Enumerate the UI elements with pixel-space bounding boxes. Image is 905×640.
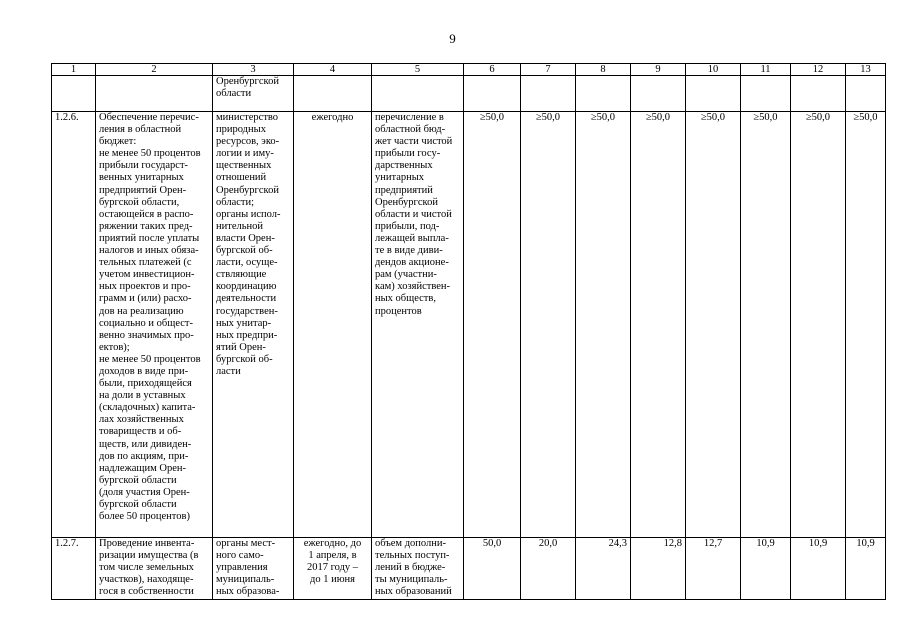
table-cell — [96, 76, 213, 112]
table-cell — [52, 76, 96, 112]
value-cell: 10,9 — [741, 538, 791, 600]
column-number: 12 — [791, 64, 846, 76]
table-cell — [372, 76, 464, 112]
column-number: 8 — [576, 64, 631, 76]
value-cell: ≥50,0 — [464, 112, 521, 538]
column-number: 5 — [372, 64, 464, 76]
column-number: 6 — [464, 64, 521, 76]
column-number: 9 — [631, 64, 686, 76]
column-number: 1 — [52, 64, 96, 76]
measure-cell: Обеспечение перечис- ления в областной бюджет: не менее 50 процентов прибыли государст- венных унитарных предприятий Орен- бургской области, остающейся в распо- ряжении таких пред- приятий после уплаты налогов и иных обяза- тельных платежей (с учетом инвестицион- ных проектов и про- грамм и (или) расхо- дов на реализацию социально и общест- венно значимых про- ектов); не менее 50 процентов доходов в виде при- были, приходящейся на доли в уставных (складочных) капита- лах хозяйственных товариществ и об- ществ, или дивиден- дов по акциям, при- надлежащим Орен- бургской области (доля участия Орен- бургской области более 50 процентов) — [96, 112, 213, 538]
value-cell: ≥50,0 — [791, 112, 846, 538]
table-row — [52, 112, 886, 538]
table-cell — [631, 76, 686, 112]
table-cell — [576, 76, 631, 112]
value-cell: ≥50,0 — [846, 112, 886, 538]
table-cell — [464, 76, 521, 112]
value-cell: 12,8 — [631, 538, 686, 600]
value-cell: 20,0 — [521, 538, 576, 600]
column-number: 13 — [846, 64, 886, 76]
column-number: 4 — [294, 64, 372, 76]
value-cell: 12,7 — [686, 538, 741, 600]
value-cell: 10,9 — [791, 538, 846, 600]
measure-number: 1.2.6. — [52, 112, 96, 538]
executor-cell: органы мест- ного само- управления муниципаль- ных образова- — [213, 538, 294, 600]
value-cell: ≥50,0 — [576, 112, 631, 538]
value-cell: 10,9 — [846, 538, 886, 600]
continuation-row — [52, 76, 886, 112]
value-cell: 50,0 — [464, 538, 521, 600]
deadline-cell: ежегодно — [294, 112, 372, 538]
deadline-cell: ежегодно, до 1 апреля, в 2017 году – до 1 июня — [294, 538, 372, 600]
table-row — [52, 538, 886, 600]
column-number: 3 — [213, 64, 294, 76]
table-cell — [521, 76, 576, 112]
column-number-row — [52, 64, 886, 76]
column-number: 2 — [96, 64, 213, 76]
column-number: 7 — [521, 64, 576, 76]
table-cell — [294, 76, 372, 112]
executor-cell: министерство природных ресурсов, эко- логии и иму- щественных отношений Оренбургской области; органы испол- нительной власти Орен- бургской об- ласти, осуще- ствляющие координацию деятельности государствен- ных унитар- ных предпри- ятий Орен- бургской об- ласти — [213, 112, 294, 538]
table-cell — [846, 76, 886, 112]
indicator-cell: перечисление в областной бюд- жет части чистой прибыли госу- дарственных унитарных предприятий Оренбургской области и чистой прибыли, под- лежащей выпла- те в виде диви- дендов акционе- рам (участни- кам) хозяйствен- ных обществ, процентов — [372, 112, 464, 538]
table-cell — [791, 76, 846, 112]
table-cell — [686, 76, 741, 112]
table-cell — [741, 76, 791, 112]
value-cell: ≥50,0 — [686, 112, 741, 538]
page-number: 9 — [449, 31, 456, 46]
value-cell: 24,3 — [576, 538, 631, 600]
measure-number: 1.2.7. — [52, 538, 96, 600]
executor-cell: Оренбургской области — [213, 76, 294, 112]
column-number: 11 — [741, 64, 791, 76]
column-number: 10 — [686, 64, 741, 76]
indicator-cell: объем дополни- тельных поступ- лений в бюдже- ты муниципаль- ных образований — [372, 538, 464, 600]
measure-cell: Проведение инвента- ризации имущества (в том числе земельных участков), находяще- гося в собственности — [96, 538, 213, 600]
value-cell: ≥50,0 — [631, 112, 686, 538]
value-cell: ≥50,0 — [521, 112, 576, 538]
measures-table — [51, 63, 886, 600]
value-cell: ≥50,0 — [741, 112, 791, 538]
